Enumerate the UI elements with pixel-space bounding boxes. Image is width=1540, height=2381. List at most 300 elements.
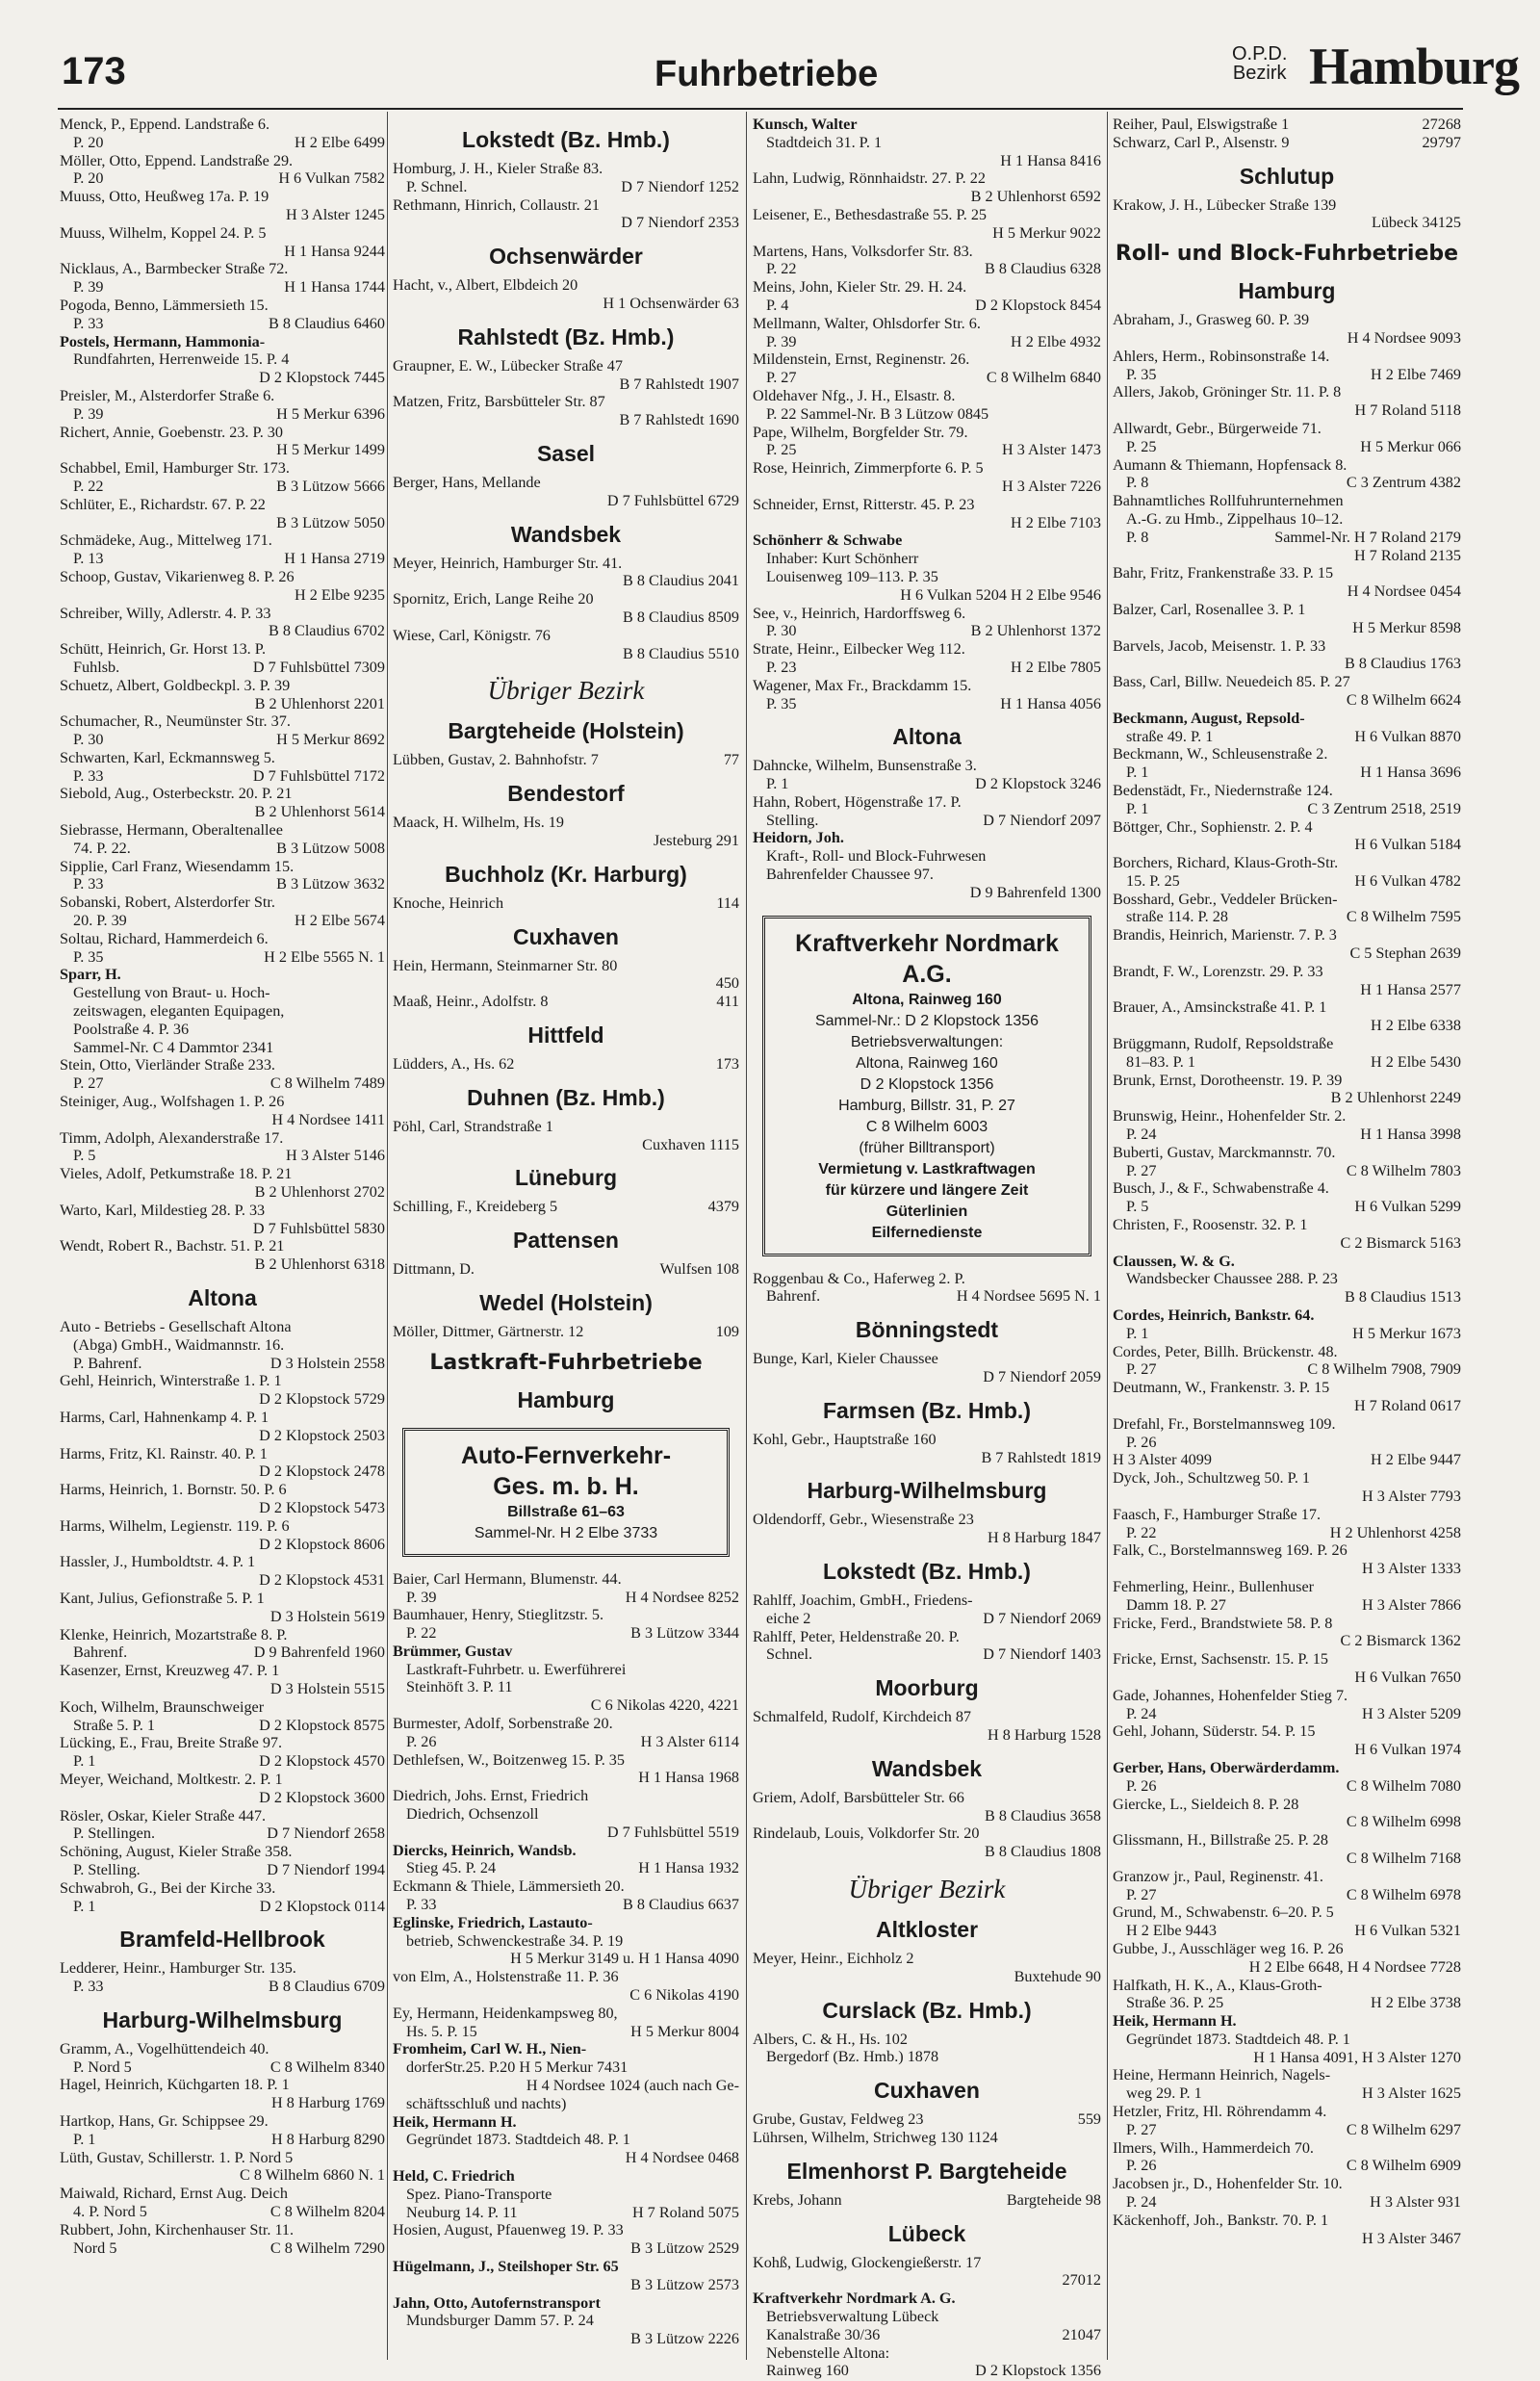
entry-line: Hügelmann, J., Steilshoper Str. 65	[393, 2257, 619, 2275]
entry-line: Steinhöft 3. P. 11	[406, 1678, 513, 1696]
entry-line	[393, 2204, 739, 2222]
entry-line: Barvels, Jacob, Meisenstr. 1. P. 33	[1113, 636, 1326, 655]
entry-line-right: H 2 Elbe 5430	[1371, 1052, 1461, 1071]
entry-line-right: D 2 Klopstock 3246	[975, 775, 1101, 793]
directory-entry	[393, 555, 739, 591]
entry-line: Diedrich, Ochsenzoll	[406, 1805, 539, 1824]
entry-line	[60, 731, 385, 749]
entry-line-right: H 3 Alster 5146	[286, 1147, 385, 1165]
entry-line: Falk, C., Borstelmannsweg 169. P. 26	[1113, 1541, 1348, 1560]
entry-line: Preisler, M., Alsterdorfer Straße 6.	[60, 386, 275, 404]
entry-line-left: Schilling, F., Kreideberg 5	[393, 1198, 558, 1216]
entry-line: C 5 Stephan 2639	[1349, 945, 1461, 963]
entry-line: H 1 Ochsenwärder 63	[603, 294, 739, 312]
entry-line: P. 22 Sammel-Nr. B 3 Lützow 0845	[766, 404, 989, 423]
entry-line-left: P. 39	[73, 404, 104, 423]
entry-line-right: D 7 Niendorf 1403	[983, 1645, 1101, 1664]
entry-line	[60, 1825, 385, 1843]
entry-line: Jacobsen jr., D., Hohenfelder Str. 10.	[1113, 2175, 1343, 2193]
entry-line	[1113, 366, 1461, 384]
directory-entry	[393, 751, 739, 769]
advertisement-line: Vermietung v. Lastkraftwagen	[818, 1160, 1036, 1178]
entry-line-left: 81–83. P. 1	[1126, 1052, 1195, 1071]
entry-line	[1113, 2193, 1461, 2212]
entry-line: D 3 Holstein 5515	[270, 1679, 385, 1697]
entry-line: Ledderer, Heinr., Hamburger Str. 135.	[60, 1959, 296, 1978]
entry-line: Leisener, E., Bethesdastraße 55. P. 25	[753, 205, 988, 223]
entry-line: (Abga) GmbH., Waidmannstr. 16.	[73, 1335, 285, 1354]
entry-line: Kohl, Gebr., Hauptstraße 160	[753, 1430, 937, 1448]
entry-line: H 5 Merkur 8598	[1352, 618, 1461, 636]
entry-line: H 4 Nordsee 9093	[1347, 328, 1461, 347]
entry-line	[1113, 728, 1461, 746]
entry-line-left: 4. P. Nord 5	[73, 2203, 147, 2221]
entry-line-right: D 7 Niendorf 1252	[621, 177, 739, 195]
entry-line: Oldehaver Nfg., J. H., Elsastr. 8.	[753, 386, 956, 404]
directory-entry	[1113, 1687, 1461, 1723]
entry-line	[1113, 1705, 1461, 1723]
directory-entry	[1113, 1035, 1461, 1072]
directory-entry	[753, 315, 1101, 351]
section-heading: Buchholz (Kr. Harburg)	[445, 861, 687, 887]
entry-line: Giercke, L., Sieldeich 8. P. 28	[1113, 1795, 1299, 1813]
entry-line: Meins, John, Kieler Str. 29. H. 24.	[753, 278, 967, 297]
section-heading: Hamburg	[1238, 278, 1336, 304]
header-rule	[58, 108, 1463, 110]
entry-line-left: Hs. 5. P. 15	[406, 2022, 477, 2040]
section-heading: Bargteheide (Holstein)	[448, 718, 684, 744]
section-heading: Cuxhaven	[513, 923, 619, 949]
entry-line-right: D 7 Niendorf 2069	[983, 1609, 1101, 1627]
entry-line: Allwardt, Gebr., Bürgerweide 71.	[1113, 419, 1322, 437]
entry-line: Wiese, Carl, Königstr. 76	[393, 626, 551, 644]
entry-line-left: P. Nord 5	[73, 2057, 132, 2076]
directory-entry	[753, 2254, 1101, 2290]
entry-line-right: H 6 Vulkan 4782	[1354, 871, 1461, 890]
entry-line: Buxtehude 90	[1014, 1967, 1101, 1985]
entry-line: Roggenbau & Co., Haferweg 2. P.	[753, 1269, 965, 1287]
entry-line	[753, 1610, 1101, 1628]
directory-entry	[393, 1323, 739, 1341]
entry-line: Baier, Carl Hermann, Blumenstr. 44.	[393, 1569, 622, 1588]
entry-line: Krakow, J. H., Lübecker Straße 139	[1113, 195, 1337, 214]
entry-line	[1113, 529, 1461, 547]
entry-line-right: H 8 Harburg 8290	[271, 2130, 385, 2148]
entry-line-left: P. 33	[73, 875, 104, 893]
entry-line: Lücking, E., Frau, Breite Straße 97.	[60, 1734, 283, 1752]
entry-line	[393, 2023, 739, 2041]
entry-line: D 2 Klopstock 8606	[259, 1535, 385, 1553]
entry-line-left: weg 29. P. 1	[1126, 2084, 1202, 2103]
directory-entry	[1113, 1451, 1461, 1469]
entry-line	[753, 775, 1101, 793]
entry-line	[60, 840, 385, 858]
entry-line-right: C 8 Wilhelm 8204	[270, 2203, 385, 2221]
entry-line: Lührsen, Wilhelm, Strichweg 130 1124	[753, 2129, 998, 2146]
entry-line-right: B 8 Claudius 6709	[269, 1978, 385, 1996]
entry-line-right: H 3 Alster 1625	[1362, 2084, 1461, 2103]
entry-line-left: P. 25	[766, 441, 797, 459]
directory-entry	[753, 278, 1101, 315]
advertisement-line: Billstraße 61–63	[507, 1503, 625, 1520]
directory-entry	[60, 387, 385, 424]
entry-line: Beckmann, W., Schleusenstraße 2.	[1113, 745, 1328, 763]
entry-line: Schmalfeld, Rudolf, Kirchdeich 87	[753, 1708, 972, 1726]
directory-entry	[753, 116, 1101, 169]
directory-entry	[393, 474, 739, 510]
entry-line	[753, 2110, 1101, 2129]
entry-line-right: C 8 Wilhelm 7595	[1346, 908, 1461, 926]
entry-line: B 7 Rahlstedt 1907	[619, 375, 739, 393]
advertisement-line: Eilfernedienste	[871, 1224, 983, 1241]
directory-entry	[1113, 1179, 1461, 1216]
directory-entry	[753, 757, 1101, 793]
entry-line: Brüggmann, Rudolf, Repsoldstraße	[1113, 1035, 1334, 1053]
directory-entry	[60, 2040, 385, 2077]
entry-line: Cuxhaven 1115	[642, 1135, 739, 1153]
directory-entry	[1113, 2103, 1461, 2139]
entry-line: H 4 Nordsee 0454	[1347, 582, 1461, 601]
section-heading: Altona	[892, 724, 962, 750]
directory-entry	[1113, 854, 1461, 891]
directory-entry	[753, 496, 1101, 532]
directory-entry	[1113, 1722, 1461, 1759]
directory-entry	[393, 1118, 739, 1154]
entry-line	[753, 2326, 1101, 2344]
directory-entry	[393, 1606, 739, 1643]
entry-line: B 7 Rahlstedt 1819	[981, 1448, 1101, 1466]
entry-line: Bosshard, Gebr., Veddeler Brücken-	[1113, 890, 1338, 908]
entry-line-right: C 8 Wilhelm 6297	[1346, 2120, 1461, 2138]
entry-line: Heik, Hermann H.	[1113, 2012, 1237, 2031]
directory-entry	[60, 116, 385, 152]
column-divider	[1107, 112, 1108, 2360]
directory-entry	[1113, 1940, 1461, 1977]
directory-entry	[60, 1959, 385, 1996]
entry-line-left: Schwarz, Carl P., Alsenstr. 9	[1113, 133, 1290, 151]
directory-entry	[60, 1843, 385, 1879]
column-4	[1113, 116, 1461, 2359]
section-heading: Schlutup	[1239, 163, 1335, 189]
entry-line-right: H 1 Hansa 2719	[284, 550, 385, 568]
directory-entry	[393, 2005, 739, 2041]
entry-line: Jahn, Otto, Autofernstransport	[393, 2293, 601, 2312]
directory-entry	[60, 930, 385, 967]
entry-line: Klenke, Heinrich, Mozartstraße 8. P.	[60, 1625, 288, 1643]
entry-line: Brunswig, Heinr., Hohenfelder Str. 2.	[1113, 1107, 1347, 1126]
entry-line: Eglinske, Friedrich, Lastauto-	[393, 1913, 593, 1931]
entry-line: H 4 Nordsee 1024 (auch nach Ge-	[526, 2077, 739, 2095]
entry-line-left: P. 24	[1126, 2193, 1157, 2212]
entry-line-right: H 6 Vulkan 5321	[1354, 1922, 1461, 1940]
directory-entry	[393, 1260, 739, 1279]
entry-line: H 7 Roland 5118	[1354, 401, 1461, 420]
directory-entry	[1113, 2012, 1461, 2066]
entry-line: Rahlff, Peter, Heldenstraße 20. P.	[753, 1627, 960, 1645]
entry-line: 27012	[1062, 2271, 1101, 2290]
directory-entry	[1113, 745, 1461, 782]
entry-line-left: P. 33	[406, 1896, 437, 1914]
entry-line: Kasenzer, Ernst, Kreuzweg 47. P. 1	[60, 1662, 280, 1680]
directory-entry	[393, 590, 739, 627]
directory-entry	[1113, 348, 1461, 384]
entry-line-right: H 5 Merkur 1673	[1352, 1324, 1461, 1342]
entry-line: P. 26	[1126, 1433, 1157, 1451]
entry-line-right: 29797	[1422, 133, 1461, 151]
entry-line: Schoop, Gustav, Vikarienweg 8. P. 26	[60, 567, 295, 585]
directory-entry	[753, 677, 1101, 713]
entry-line: H 6 Vulkan 5204 H 2 Elbe 9546	[900, 585, 1101, 604]
entry-line-right: C 8 Wilhelm 7080	[1346, 1776, 1461, 1795]
entry-line: B 8 Claudius 6702	[269, 622, 385, 640]
entry-line: B 2 Uhlenhorst 2702	[254, 1183, 385, 1202]
entry-line-right: H 1 Hansa 3696	[1360, 763, 1461, 782]
entry-line: Bass, Carl, Billw. Neuedeich 85. P. 27	[1113, 673, 1350, 691]
directory-entry	[60, 1517, 385, 1554]
entry-line-left: P. 22	[766, 260, 797, 278]
entry-line: Inhaber: Kurt Schönherr	[766, 550, 919, 568]
directory-entry	[1113, 601, 1461, 637]
entry-line: D 2 Klopstock 4531	[259, 1571, 385, 1590]
directory-entry	[393, 357, 739, 394]
entry-line-left: Krebs, Johann	[753, 2190, 842, 2209]
entry-line: zeitswagen, eleganten Equipagen,	[73, 1002, 285, 1021]
entry-line: H 1 Hansa 1968	[638, 1769, 739, 1787]
entry-line-right: H 3 Alster 6114	[640, 1732, 739, 1750]
section-heading-italic: Übriger Bezirk	[848, 1875, 1006, 1904]
entry-line: Wagener, Max Fr., Brackdamm 15.	[753, 676, 972, 694]
entry-line	[753, 441, 1101, 459]
directory-entry	[753, 1708, 1101, 1745]
directory-entry	[1113, 1343, 1461, 1380]
column-divider	[387, 112, 388, 2360]
entry-line-right: H 1 Hansa 4056	[1000, 694, 1101, 712]
advertisement-box	[762, 916, 1091, 1256]
entry-line: Granzow jr., Paul, Reginenstr. 41.	[1113, 1867, 1323, 1885]
directory-entry	[393, 2258, 739, 2294]
entry-line: Rösler, Oskar, Kieler Straße 447.	[60, 1806, 267, 1825]
entry-line-left: P. 8	[1126, 474, 1149, 492]
entry-line: Hosien, August, Pfauenweg 19. P. 33	[393, 2221, 624, 2239]
entry-line: Bahnamtliches Rollfuhrunternehmen	[1113, 492, 1344, 510]
entry-line-right: H 2 Elbe 5565 N. 1	[264, 947, 385, 966]
entry-line-left: P. 22	[406, 1624, 437, 1643]
directory-entry	[60, 640, 385, 677]
section-heading: Wandsbek	[510, 521, 622, 547]
entry-line	[753, 369, 1101, 387]
entry-line: Richert, Annie, Goebenstr. 23. P. 30	[60, 423, 283, 441]
entry-line-left: Reiher, Paul, Elswigstraße 1	[1113, 116, 1290, 133]
entry-line	[1113, 1360, 1461, 1379]
directory-entry	[393, 1968, 739, 2005]
directory-entry	[1113, 2212, 1461, 2248]
directory-entry	[753, 350, 1101, 387]
entry-line: Hahn, Robert, Högenstraße 17. P.	[753, 792, 962, 811]
entry-line: Fricke, Ferd., Brandstwiete 58. P. 8	[1113, 1614, 1333, 1632]
directory-entry	[1113, 963, 1461, 999]
entry-line-left: P. 1	[1126, 763, 1149, 782]
directory-entry	[1113, 1759, 1461, 1796]
entry-line-right: H 2 Uhlenhorst 4258	[1329, 1523, 1461, 1541]
entry-line	[1113, 800, 1461, 818]
entry-line: Schabbel, Emil, Hamburger Str. 173.	[60, 459, 290, 478]
entry-line: D 7 Niendorf 2353	[621, 214, 739, 232]
entry-line-right: C 8 Wilhelm 8340	[270, 2057, 385, 2076]
directory-entry	[60, 1409, 385, 1445]
entry-line-right: 4379	[707, 1198, 739, 1216]
directory-entry	[60, 188, 385, 224]
entry-line-right: C 3 Zentrum 4382	[1346, 474, 1461, 492]
entry-line: B 2 Uhlenhorst 6318	[254, 1255, 385, 1274]
entry-line-left: P. 26	[1126, 2157, 1157, 2175]
entry-line	[753, 659, 1101, 677]
directory-entry	[393, 814, 739, 850]
entry-line	[393, 1733, 739, 1751]
entry-line: B 8 Claudius 2041	[623, 572, 739, 590]
directory-entry	[1113, 1379, 1461, 1415]
advertisement-line: (früher Billtransport)	[859, 1139, 995, 1156]
entry-line: Bergedorf (Bz. Hmb.) 1878	[766, 2048, 939, 2066]
entry-line: Menck, P., Eppend. Landstraße 6.	[60, 116, 270, 133]
entry-line-left: P. Stelling.	[73, 1860, 141, 1878]
entry-line: Ey, Hermann, Heidenkampsweg 80,	[393, 2004, 618, 2022]
entry-line: Harms, Wilhelm, Legienstr. 119. P. 6	[60, 1516, 290, 1535]
entry-line-right: H 2 Elbe 5674	[295, 912, 385, 930]
directory-entry	[753, 1270, 1101, 1307]
entry-line	[753, 812, 1101, 830]
directory-entry	[1113, 456, 1461, 493]
entry-line: Bahrenfelder Chaussee 97.	[766, 866, 934, 884]
entry-line: Balzer, Carl, Rosenallee 3. P. 1	[1113, 600, 1306, 618]
entry-line: H 3 Alster 1245	[286, 205, 385, 223]
entry-line: Maiwald, Richard, Ernst Aug. Deich	[60, 2185, 288, 2203]
entry-line: H 6 Vulkan 1974	[1354, 1741, 1461, 1759]
entry-line	[60, 767, 385, 786]
entry-line: Kant, Julius, Gefionstraße 5. P. 1	[60, 1589, 265, 1607]
directory-entry	[393, 160, 739, 196]
entry-line: See, v., Heinrich, Hardorffsweg 6.	[753, 604, 966, 622]
entry-line: Busch, J., & F., Schwabenstraße 4.	[1113, 1179, 1329, 1198]
entry-line-left: Neuburg 14. P. 11	[406, 2203, 518, 2221]
directory-entry	[393, 1643, 739, 1715]
entry-line: H 8 Harburg 1769	[271, 2094, 385, 2112]
entry-line-right: B 3 Lützow 3344	[630, 1624, 739, 1643]
entry-line-right: D 7 Niendorf 2097	[983, 811, 1101, 829]
entry-line	[1113, 763, 1461, 782]
directory-entry	[1113, 891, 1461, 927]
entry-line-left: P. 1	[73, 1752, 96, 1771]
entry-line: Meyer, Heinr., Eichholz 2	[753, 1950, 914, 1968]
entry-line-right: H 2 Elbe 7805	[1011, 658, 1101, 676]
entry-line: Brauer, A., Amsinckstraße 41. P. 1	[1113, 998, 1327, 1017]
entry-line	[393, 1323, 739, 1341]
entry-line	[393, 1896, 739, 1914]
directory-entry	[60, 1698, 385, 1735]
directory-entry	[60, 1129, 385, 1166]
entry-line: D 2 Klopstock 3600	[259, 1788, 385, 1806]
entry-line-right: H 2 Elbe 4932	[1011, 332, 1101, 350]
directory-entry	[393, 1751, 739, 1788]
entry-line	[1113, 872, 1461, 891]
entry-line: Sammel-Nr. C 4 Dammtor 2341	[73, 1038, 274, 1056]
entry-line-left: straße 114. P. 28	[1126, 908, 1228, 926]
entry-line	[60, 912, 385, 930]
entry-line-left: 15. P. 25	[1126, 871, 1180, 890]
entry-line	[753, 2191, 1101, 2210]
entry-line: Christen, F., Roosenstr. 32. P. 1	[1113, 1216, 1308, 1234]
entry-line: dorferStr.25. P.20 H 5 Merkur 7431	[406, 2058, 629, 2077]
entry-line-left: P. 1	[766, 775, 789, 793]
entry-line: Heik, Hermann H.	[393, 2112, 517, 2131]
advertisement-line: für kürzere und längere Zeit	[825, 1181, 1029, 1199]
section-heading: Hamburg	[517, 1386, 615, 1412]
directory-entry	[393, 393, 739, 429]
entry-line: H 3 Alster 1333	[1362, 1560, 1461, 1578]
entry-line-left: Straße 36. P. 25	[1126, 1994, 1224, 2012]
entry-line: C 2 Bismarck 1362	[1340, 1632, 1461, 1650]
directory-entry	[1113, 926, 1461, 963]
entry-line-left: Maaß, Heinr., Adolfstr. 8	[393, 993, 549, 1011]
entry-line: B 2 Uhlenhorst 6592	[970, 188, 1101, 206]
entry-line: schäftsschluß und nachts)	[406, 2094, 567, 2112]
entry-line: Gubbe, J., Ausschläger weg 16. P. 26	[1113, 1939, 1344, 1957]
entry-line-left: straße 49. P. 1	[1126, 727, 1214, 745]
entry-line: H 1 Hansa 2577	[1360, 980, 1461, 998]
entry-line: Lahn, Ludwig, Rönnhaidstr. 27. P. 22	[753, 169, 986, 188]
advertisement-line: Güterlinien	[886, 1203, 968, 1220]
entry-line	[393, 1260, 739, 1279]
directory-entry	[1113, 673, 1461, 710]
entry-line	[1113, 474, 1461, 492]
entry-line-left: Fuhlsb.	[73, 658, 120, 676]
directory-entry	[393, 196, 739, 233]
directory-entry	[60, 568, 385, 605]
entry-line-right: H 5 Merkur 6396	[276, 404, 385, 423]
entry-line-right: H 5 Merkur 8004	[630, 2022, 739, 2040]
entry-line: Käckenhoff, Joh., Bankstr. 70. P. 1	[1113, 2211, 1329, 2229]
entry-line-left: P. 24	[1126, 1126, 1157, 1144]
entry-line: B 3 Lützow 2529	[630, 2239, 739, 2258]
entry-line: D 9 Bahrenfeld 1300	[969, 883, 1101, 901]
directory-entry	[60, 749, 385, 786]
entry-line: Sobanski, Robert, Alsterdorfer Str.	[60, 893, 275, 912]
entry-line-right: 27268	[1422, 116, 1461, 133]
directory-entry	[753, 1350, 1101, 1386]
entry-line: Schmädeke, Aug., Mittelweg 171.	[60, 531, 272, 550]
entry-line: Aumann & Thiemann, Hopfensack 8.	[1113, 455, 1348, 474]
entry-line: Bedenstädt, Fr., Niedernstraße 124.	[1113, 781, 1333, 799]
entry-line: Burmester, Adolf, Sorbenstraße 20.	[393, 1715, 613, 1733]
entry-line: H 5 Merkur 1499	[276, 441, 385, 459]
directory-entry	[1113, 1831, 1461, 1868]
entry-line-right: H 5 Merkur 066	[1360, 437, 1461, 455]
entry-line: Möller, Otto, Eppend. Landstraße 29.	[60, 151, 294, 169]
entry-line	[60, 875, 385, 893]
entry-line	[1113, 134, 1461, 152]
entry-line: B 8 Claudius 5510	[623, 644, 739, 662]
advertisement-line: C 8 Wilhelm 6003	[865, 1118, 988, 1135]
entry-line	[60, 948, 385, 967]
entry-line: Abraham, J., Grasweg 60. P. 39	[1113, 311, 1310, 329]
district-line2: Bezirk	[1232, 63, 1287, 84]
directory-entry	[60, 821, 385, 858]
entry-line-right: B 3 Lützow 5666	[276, 477, 385, 495]
entry-line: H 2 Elbe 7103	[1011, 513, 1101, 531]
directory-entry	[753, 459, 1101, 496]
entry-line: Postels, Hermann, Hammonia-	[60, 332, 266, 350]
entry-line: H 5 Merkur 3149 u. H 1 Hansa 4090	[510, 1950, 739, 1968]
entry-line-left: 20. P. 39	[73, 912, 127, 930]
